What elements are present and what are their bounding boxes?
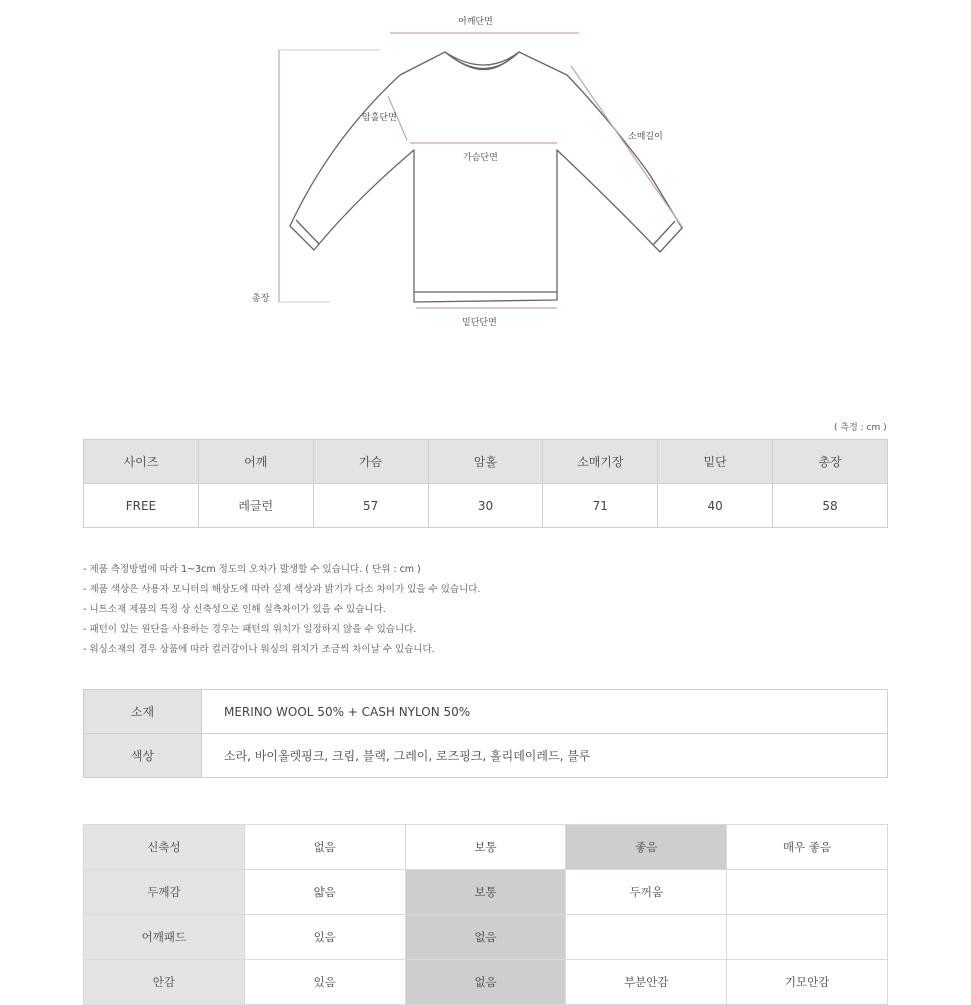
note-item: - 제품 측정방법에 따라 1~3cm 정도의 오차가 발생할 수 있습니다. ( 단위 : cm ) <box>83 564 421 575</box>
chest-label: 가슴단면 <box>463 153 498 163</box>
feature-row-thickness <box>84 870 888 915</box>
chest-cell: 57 <box>313 484 428 528</box>
notes-list <box>83 560 480 660</box>
header-cell: 밑단 <box>658 440 773 484</box>
length-cell: 58 <box>773 484 888 528</box>
length-label: 총장 <box>252 294 270 304</box>
header-cell: 가슴 <box>313 440 428 484</box>
feature-row-shoulder-pad <box>84 915 888 960</box>
shoulder-label: 어깨단면 <box>458 17 493 27</box>
size-table-header <box>84 440 888 484</box>
feature-key: 두께감 <box>84 870 245 915</box>
note-item: - 패턴이 있는 원단을 사용하는 경우는 패턴의 위치가 일정하지 않을 수 있습니다. <box>83 624 417 635</box>
shoulder-cell: 레글런 <box>198 484 313 528</box>
feature-option: 보통 <box>405 825 566 870</box>
sweater-outline <box>290 52 682 302</box>
feature-key: 어깨패드 <box>84 915 245 960</box>
feature-option: 두꺼움 <box>566 870 727 915</box>
feature-option: 있음 <box>244 960 405 1005</box>
feature-option: 보통 <box>405 870 566 915</box>
note-item: - 니트소재 제품의 특정 상 신축성으로 인해 실측차이가 있을 수 있습니다. <box>83 604 386 615</box>
table-row <box>84 484 888 528</box>
feature-option: 없음 <box>405 960 566 1005</box>
feature-row-stretch <box>84 825 888 870</box>
color-value: 소라, 바이올렛핑크, 크림, 블랙, 그레이, 로즈핑크, 홀리데이레드, 블루 <box>202 734 888 778</box>
header-cell: 사이즈 <box>84 440 199 484</box>
feature-option: 부분안감 <box>566 960 727 1005</box>
feature-key: 안감 <box>84 960 245 1005</box>
feature-option <box>727 915 888 960</box>
note-item: - 워싱소재의 경우 상품에 따라 컬러감이나 워싱의 위치가 조금씩 차이날 수 있습니다. <box>83 644 435 655</box>
material-key: 소재 <box>84 690 202 734</box>
header-cell: 총장 <box>773 440 888 484</box>
hem-label: 밑단단면 <box>462 318 497 328</box>
header-cell: 어깨 <box>198 440 313 484</box>
feature-option: 기모안감 <box>727 960 888 1005</box>
table-row <box>84 690 888 734</box>
sleeve-label: 소매길이 <box>628 132 663 142</box>
size-table <box>83 439 888 528</box>
unit-note: ( 측정 : cm ) <box>834 423 887 433</box>
feature-option: 있음 <box>244 915 405 960</box>
feature-option <box>566 915 727 960</box>
material-value: MERINO WOOL 50% + CASH NYLON 50% <box>202 690 888 734</box>
size-cell: FREE <box>84 484 199 528</box>
hem-cell: 40 <box>658 484 773 528</box>
header-cell: 암홀 <box>428 440 543 484</box>
feature-key: 신축성 <box>84 825 245 870</box>
feature-option: 얇음 <box>244 870 405 915</box>
armhole-cell: 30 <box>428 484 543 528</box>
feature-row-lining <box>84 960 888 1005</box>
feature-option: 없음 <box>405 915 566 960</box>
sleeve-cell: 71 <box>543 484 658 528</box>
feature-option: 좋음 <box>566 825 727 870</box>
note-item: - 제품 색상은 사용자 모니터의 해상도에 따라 실제 색상과 밝기가 다소 차이가 있을 수 있습니다. <box>83 584 481 595</box>
header-cell: 소매기장 <box>543 440 658 484</box>
feature-option: 없음 <box>244 825 405 870</box>
feature-table <box>83 824 888 1005</box>
feature-option <box>727 870 888 915</box>
feature-option: 매우 좋음 <box>727 825 888 870</box>
measure-lines <box>279 33 683 308</box>
measure-guides <box>279 50 380 302</box>
table-row <box>84 734 888 778</box>
color-key: 색상 <box>84 734 202 778</box>
material-table <box>83 689 888 778</box>
armhole-label: 암홀단면 <box>362 113 397 123</box>
